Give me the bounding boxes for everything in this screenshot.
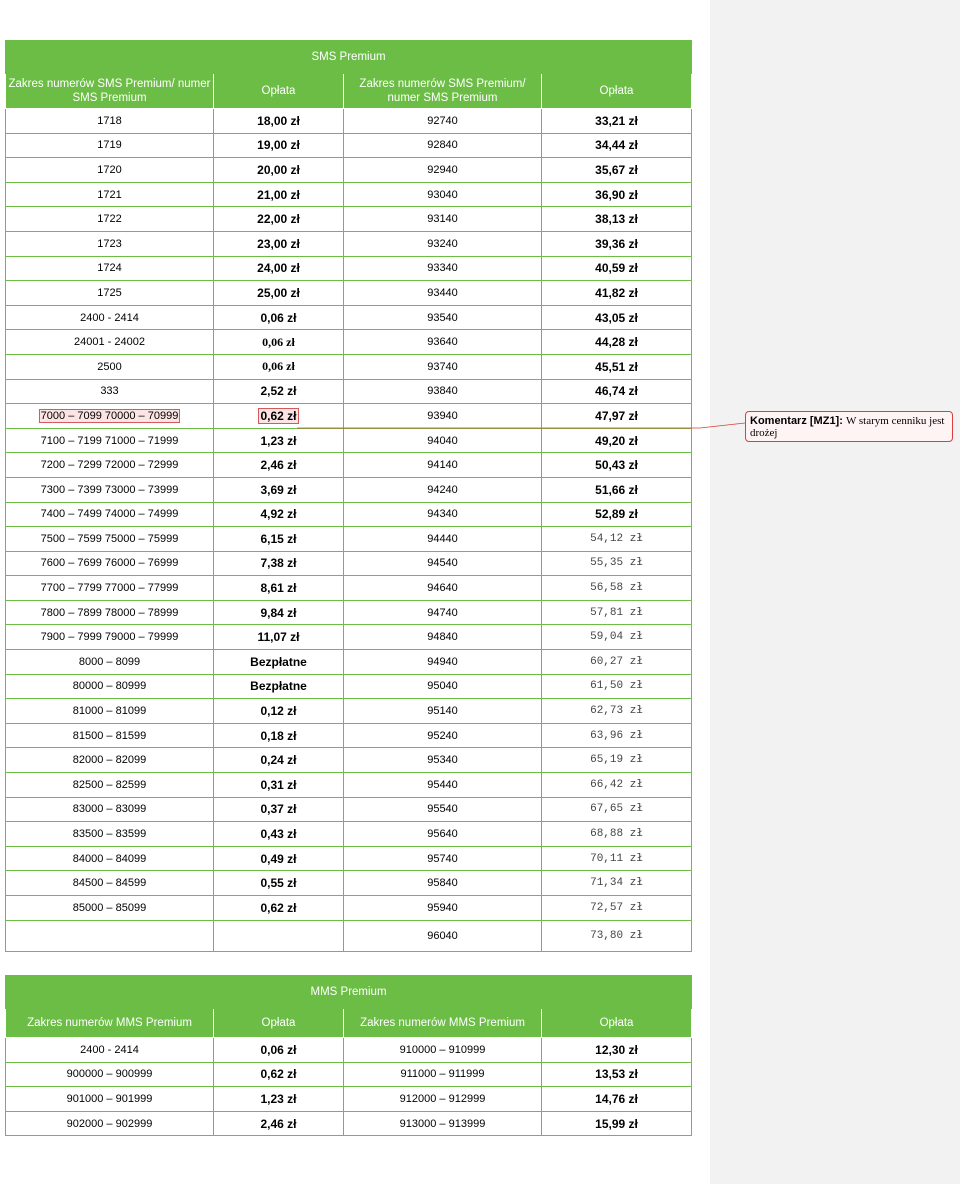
range-cell: 94640 bbox=[344, 576, 542, 601]
range-cell: 93640 bbox=[344, 330, 542, 355]
table-row bbox=[6, 797, 692, 822]
sms-header-fee-2: Opłata bbox=[542, 74, 692, 109]
fee-cell: 72,57 zł bbox=[542, 896, 692, 921]
table-row bbox=[6, 1111, 692, 1136]
table-row bbox=[6, 896, 692, 921]
fee-cell: 2,46 zł bbox=[214, 453, 344, 478]
range-cell: 911000 – 911999 bbox=[344, 1062, 542, 1087]
fee-cell: 43,05 zł bbox=[542, 305, 692, 330]
range-cell: 85000 – 85099 bbox=[6, 896, 214, 921]
fee-cell: 18,00 zł bbox=[214, 109, 344, 134]
fee-cell: 3,69 zł bbox=[214, 477, 344, 502]
fee-cell: 0,06 zł bbox=[214, 354, 344, 379]
mms-header-range-1: Zakres numerów MMS Premium bbox=[6, 1009, 214, 1038]
range-cell: 7300 – 7399 73000 – 73999 bbox=[6, 477, 214, 502]
table-row bbox=[6, 773, 692, 798]
fee-cell: 65,19 zł bbox=[542, 748, 692, 773]
range-cell: 80000 – 80999 bbox=[6, 674, 214, 699]
range-cell: 95040 bbox=[344, 674, 542, 699]
range-cell: 95940 bbox=[344, 896, 542, 921]
fee-cell: 0,06 zł bbox=[214, 305, 344, 330]
range-cell: 333 bbox=[6, 379, 214, 404]
range-cell: 94040 bbox=[344, 428, 542, 453]
fee-cell: Bezpłatne bbox=[214, 674, 344, 699]
table-row bbox=[6, 109, 692, 134]
table-row bbox=[6, 330, 692, 355]
fee-cell: 1,23 zł bbox=[214, 428, 344, 453]
range-cell: 1721 bbox=[6, 182, 214, 207]
comment-margin-pane bbox=[710, 0, 960, 1184]
table-row bbox=[6, 281, 692, 306]
fee-cell: 63,96 zł bbox=[542, 723, 692, 748]
range-cell: 94340 bbox=[344, 502, 542, 527]
fee-cell: 51,66 zł bbox=[542, 477, 692, 502]
fee-cell: 20,00 zł bbox=[214, 158, 344, 183]
range-cell: 94840 bbox=[344, 625, 542, 650]
sms-header-range-2: Zakres numerów SMS Premium/ numer SMS Premium bbox=[344, 74, 542, 109]
table-row bbox=[6, 158, 692, 183]
mms-header-fee-2: Opłata bbox=[542, 1009, 692, 1038]
range-cell: 95740 bbox=[344, 846, 542, 871]
range-cell: 7100 – 7199 71000 – 71999 bbox=[6, 428, 214, 453]
range-cell: 96040 bbox=[344, 920, 542, 951]
fee-cell: 9,84 zł bbox=[214, 600, 344, 625]
fee-cell: 46,74 zł bbox=[542, 379, 692, 404]
table-row bbox=[6, 600, 692, 625]
fee-cell: 23,00 zł bbox=[214, 231, 344, 256]
range-cell: 94440 bbox=[344, 527, 542, 552]
fee-cell: 15,99 zł bbox=[542, 1111, 692, 1136]
fee-cell: 0,62 zł bbox=[214, 1062, 344, 1087]
table-row bbox=[6, 527, 692, 552]
table-row bbox=[6, 133, 692, 158]
fee-cell: 57,81 zł bbox=[542, 600, 692, 625]
table-row bbox=[6, 625, 692, 650]
table-row bbox=[6, 404, 692, 429]
mms-header-fee-1: Opłata bbox=[214, 1009, 344, 1038]
fee-cell: 0,37 zł bbox=[214, 797, 344, 822]
fee-cell: 68,88 zł bbox=[542, 822, 692, 847]
fee-cell: 2,52 zł bbox=[214, 379, 344, 404]
fee-cell: 0,18 zł bbox=[214, 723, 344, 748]
fee-cell: 55,35 zł bbox=[542, 551, 692, 576]
table-row bbox=[6, 379, 692, 404]
mms-premium-table bbox=[5, 975, 692, 1136]
fee-cell: 59,04 zł bbox=[542, 625, 692, 650]
fee-cell: 0,49 zł bbox=[214, 846, 344, 871]
range-cell: 94240 bbox=[344, 477, 542, 502]
range-cell: 82500 – 82599 bbox=[6, 773, 214, 798]
range-cell: 1720 bbox=[6, 158, 214, 183]
fee-cell: 56,58 zł bbox=[542, 576, 692, 601]
fee-cell: 1,23 zł bbox=[214, 1087, 344, 1112]
fee-cell: 6,15 zł bbox=[214, 527, 344, 552]
range-cell: 7200 – 7299 72000 – 72999 bbox=[6, 453, 214, 478]
sms-header-fee-1: Opłata bbox=[214, 74, 344, 109]
range-cell: 7800 – 7899 78000 – 78999 bbox=[6, 600, 214, 625]
table-row bbox=[6, 871, 692, 896]
range-cell: 7900 – 7999 79000 – 79999 bbox=[6, 625, 214, 650]
range-cell: 7600 – 7699 76000 – 76999 bbox=[6, 551, 214, 576]
fee-cell: 0,55 zł bbox=[214, 871, 344, 896]
range-cell: 2500 bbox=[6, 354, 214, 379]
table-row bbox=[6, 551, 692, 576]
range-cell: 93140 bbox=[344, 207, 542, 232]
range-cell: 93840 bbox=[344, 379, 542, 404]
review-comment-balloon[interactable] bbox=[745, 411, 953, 442]
table-row bbox=[6, 1062, 692, 1087]
fee-cell: 60,27 zł bbox=[542, 650, 692, 675]
range-cell: 81500 – 81599 bbox=[6, 723, 214, 748]
table-row bbox=[6, 723, 692, 748]
fee-cell: 36,90 zł bbox=[542, 182, 692, 207]
fee-cell: 66,42 zł bbox=[542, 773, 692, 798]
range-cell: 93240 bbox=[344, 231, 542, 256]
fee-cell: 45,51 zł bbox=[542, 354, 692, 379]
comment-text: W starym cenniku jest drożej bbox=[750, 415, 945, 439]
fee-cell: 38,13 zł bbox=[542, 207, 692, 232]
table-row bbox=[6, 477, 692, 502]
fee-cell: 54,12 zł bbox=[542, 527, 692, 552]
fee-cell: 47,97 zł bbox=[542, 404, 692, 429]
commented-text-highlight: 0,62 zł bbox=[260, 408, 297, 423]
fee-cell: 2,46 zł bbox=[214, 1111, 344, 1136]
fee-cell: 39,36 zł bbox=[542, 231, 692, 256]
range-cell: 82000 – 82099 bbox=[6, 748, 214, 773]
range-cell: 92940 bbox=[344, 158, 542, 183]
table-row bbox=[6, 1087, 692, 1112]
fee-cell: Bezpłatne bbox=[214, 650, 344, 675]
range-cell: 900000 – 900999 bbox=[6, 1062, 214, 1087]
fee-cell: 40,59 zł bbox=[542, 256, 692, 281]
range-cell: 93540 bbox=[344, 305, 542, 330]
fee-cell: 0,31 zł bbox=[214, 773, 344, 798]
fee-cell: 0,06 zł bbox=[214, 1038, 344, 1063]
range-cell: 902000 – 902999 bbox=[6, 1111, 214, 1136]
table-row bbox=[6, 453, 692, 478]
range-cell: 95140 bbox=[344, 699, 542, 724]
range-cell: 83000 – 83099 bbox=[6, 797, 214, 822]
table-row bbox=[6, 650, 692, 675]
fee-cell: 41,82 zł bbox=[542, 281, 692, 306]
table-row bbox=[6, 256, 692, 281]
sms-premium-table bbox=[5, 40, 692, 952]
range-cell: 94940 bbox=[344, 650, 542, 675]
table-row bbox=[6, 231, 692, 256]
range-cell: 94140 bbox=[344, 453, 542, 478]
range-cell: 2400 - 2414 bbox=[6, 305, 214, 330]
range-cell: 1719 bbox=[6, 133, 214, 158]
range-cell: 1722 bbox=[6, 207, 214, 232]
table-row bbox=[6, 305, 692, 330]
range-cell: 84500 – 84599 bbox=[6, 871, 214, 896]
range-cell: 95640 bbox=[344, 822, 542, 847]
range-cell: 92740 bbox=[344, 109, 542, 134]
fee-cell: 24,00 zł bbox=[214, 256, 344, 281]
fee-cell: 14,76 zł bbox=[542, 1087, 692, 1112]
fee-cell: 62,73 zł bbox=[542, 699, 692, 724]
table-row bbox=[6, 748, 692, 773]
fee-cell: 4,92 zł bbox=[214, 502, 344, 527]
range-cell: 2400 - 2414 bbox=[6, 1038, 214, 1063]
sms-table-title: SMS Premium bbox=[6, 41, 692, 74]
range-cell: 83500 – 83599 bbox=[6, 822, 214, 847]
fee-cell: 0,62 zł bbox=[214, 896, 344, 921]
range-cell: 8000 – 8099 bbox=[6, 650, 214, 675]
fee-cell bbox=[214, 404, 344, 429]
fee-cell: 49,20 zł bbox=[542, 428, 692, 453]
mms-header-range-2: Zakres numerów MMS Premium bbox=[344, 1009, 542, 1038]
fee-cell: 13,53 zł bbox=[542, 1062, 692, 1087]
range-cell: 94540 bbox=[344, 551, 542, 576]
range-cell: 912000 – 912999 bbox=[344, 1087, 542, 1112]
range-cell: 24001 - 24002 bbox=[6, 330, 214, 355]
range-cell bbox=[6, 404, 214, 429]
table-row bbox=[6, 354, 692, 379]
table-row bbox=[6, 428, 692, 453]
range-cell: 81000 – 81099 bbox=[6, 699, 214, 724]
range-cell: 95240 bbox=[344, 723, 542, 748]
fee-cell: 33,21 zł bbox=[542, 109, 692, 134]
range-cell: 1725 bbox=[6, 281, 214, 306]
range-cell: 95840 bbox=[344, 871, 542, 896]
commented-text-highlight: 7000 – 7099 70000 – 70999 bbox=[40, 409, 179, 422]
fee-cell: 73,80 zł bbox=[542, 920, 692, 951]
fee-cell: 7,38 zł bbox=[214, 551, 344, 576]
fee-cell bbox=[214, 920, 344, 951]
fee-cell: 35,67 zł bbox=[542, 158, 692, 183]
table-row bbox=[6, 822, 692, 847]
range-cell: 93440 bbox=[344, 281, 542, 306]
table-row bbox=[6, 920, 692, 951]
range-cell: 901000 – 901999 bbox=[6, 1087, 214, 1112]
range-cell: 95540 bbox=[344, 797, 542, 822]
fee-cell: 22,00 zł bbox=[214, 207, 344, 232]
table-row bbox=[6, 207, 692, 232]
range-cell: 913000 – 913999 bbox=[344, 1111, 542, 1136]
range-cell: 93940 bbox=[344, 404, 542, 429]
fee-cell: 21,00 zł bbox=[214, 182, 344, 207]
range-cell: 84000 – 84099 bbox=[6, 846, 214, 871]
fee-cell: 50,43 zł bbox=[542, 453, 692, 478]
range-cell: 93340 bbox=[344, 256, 542, 281]
fee-cell: 11,07 zł bbox=[214, 625, 344, 650]
fee-cell: 61,50 zł bbox=[542, 674, 692, 699]
comment-author: Komentarz [MZ1]: bbox=[750, 415, 843, 427]
range-cell: 95440 bbox=[344, 773, 542, 798]
fee-cell: 0,24 zł bbox=[214, 748, 344, 773]
range-cell: 93040 bbox=[344, 182, 542, 207]
range-cell: 95340 bbox=[344, 748, 542, 773]
fee-cell: 0,43 zł bbox=[214, 822, 344, 847]
range-cell: 7400 – 7499 74000 – 74999 bbox=[6, 502, 214, 527]
range-cell bbox=[6, 920, 214, 951]
fee-cell: 25,00 zł bbox=[214, 281, 344, 306]
table-row bbox=[6, 576, 692, 601]
range-cell: 1724 bbox=[6, 256, 214, 281]
fee-cell: 44,28 zł bbox=[542, 330, 692, 355]
fee-cell: 12,30 zł bbox=[542, 1038, 692, 1063]
fee-cell: 19,00 zł bbox=[214, 133, 344, 158]
range-cell: 94740 bbox=[344, 600, 542, 625]
range-cell: 93740 bbox=[344, 354, 542, 379]
table-row bbox=[6, 699, 692, 724]
range-cell: 7500 – 7599 75000 – 75999 bbox=[6, 527, 214, 552]
range-cell: 92840 bbox=[344, 133, 542, 158]
fee-cell: 0,12 zł bbox=[214, 699, 344, 724]
range-cell: 1723 bbox=[6, 231, 214, 256]
mms-table-title: MMS Premium bbox=[6, 976, 692, 1009]
range-cell: 910000 – 910999 bbox=[344, 1038, 542, 1063]
fee-cell: 71,34 zł bbox=[542, 871, 692, 896]
table-row bbox=[6, 502, 692, 527]
fee-cell: 52,89 zł bbox=[542, 502, 692, 527]
range-cell: 1718 bbox=[6, 109, 214, 134]
range-cell: 7700 – 7799 77000 – 77999 bbox=[6, 576, 214, 601]
table-row bbox=[6, 674, 692, 699]
table-row bbox=[6, 182, 692, 207]
sms-header-range-1: Zakres numerów SMS Premium/ numer SMS Premium bbox=[6, 74, 214, 109]
fee-cell: 67,65 zł bbox=[542, 797, 692, 822]
fee-cell: 34,44 zł bbox=[542, 133, 692, 158]
table-row bbox=[6, 1038, 692, 1063]
fee-cell: 0,06 zł bbox=[214, 330, 344, 355]
fee-cell: 70,11 zł bbox=[542, 846, 692, 871]
table-row bbox=[6, 846, 692, 871]
fee-cell: 8,61 zł bbox=[214, 576, 344, 601]
